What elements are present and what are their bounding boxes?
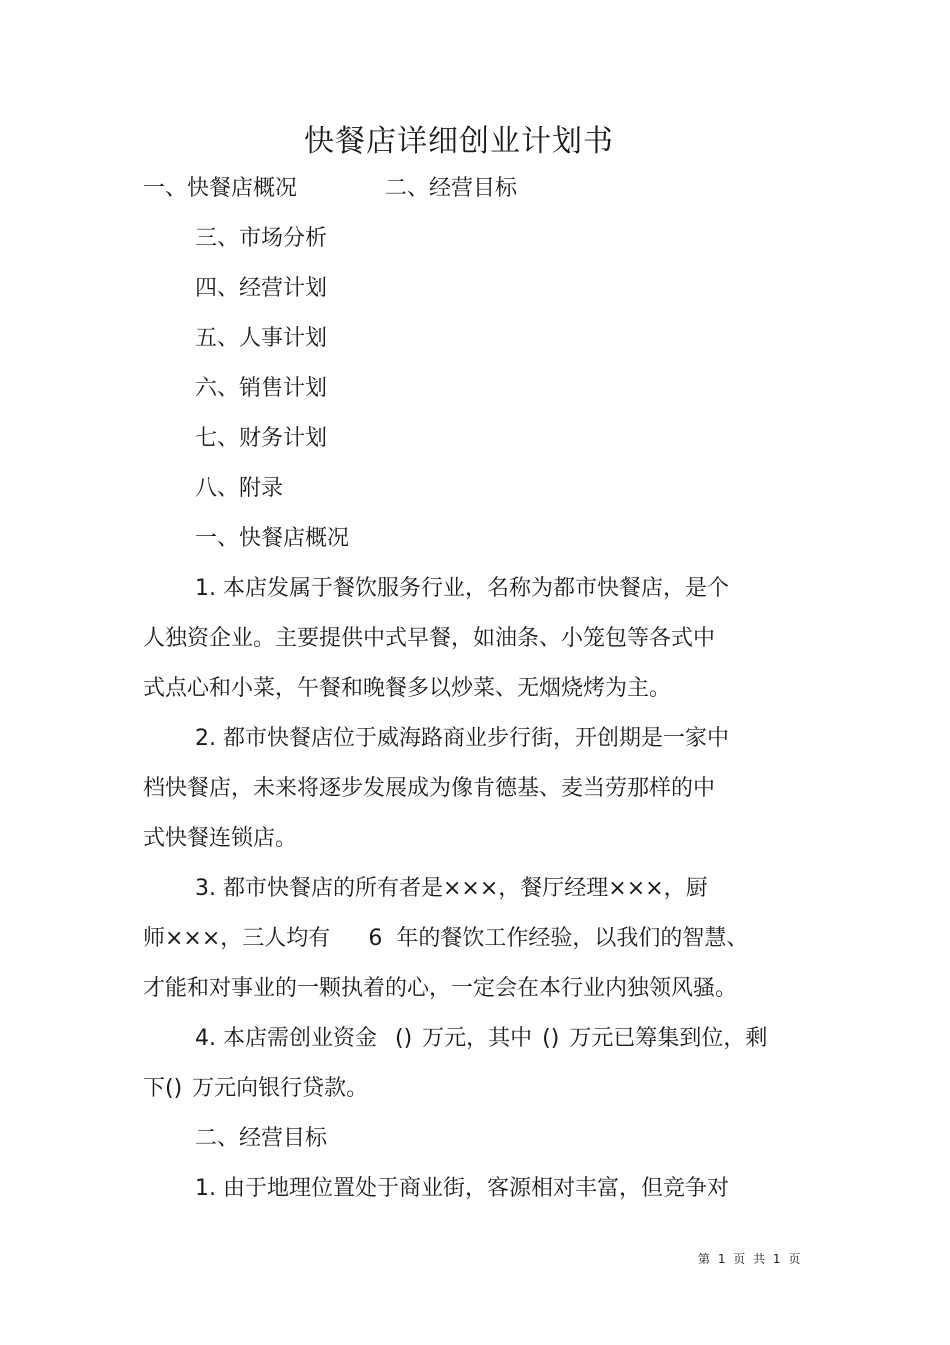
- paragraph-line: [143, 1074, 368, 1104]
- text-run: 6: [368, 926, 383, 951]
- paragraph-line: 档快餐店，未来将逐步发展成为像肯德基、麦当劳那样的中: [143, 776, 716, 801]
- toc-item-5: 五、人事计划: [195, 326, 328, 351]
- toc-item-7: 七、财务计划: [195, 426, 328, 451]
- page-footer: 第 1 页 共 1 页: [698, 1252, 801, 1266]
- text-run: 下(): [143, 1076, 183, 1101]
- paragraph-line: [195, 1024, 767, 1054]
- text-run: 万元向银行贷款。: [192, 1076, 369, 1101]
- toc-item-2: 二、经营目标: [385, 176, 518, 201]
- section-heading-goals: 二、经营目标: [195, 1126, 328, 1151]
- text-run: 师×××，三人均有: [143, 926, 331, 951]
- toc-item-8: 八、附录: [195, 476, 284, 501]
- text-run: (): [394, 1026, 413, 1051]
- paragraph-line: 3. 都市快餐店的所有者是×××，餐厅经理×××，厨: [195, 876, 708, 901]
- paragraph-line: 才能和对事业的一颗执着的心，一定会在本行业内独领风骚。: [143, 976, 738, 1001]
- text-run: 年的餐饮工作经验，以我们的智慧、: [396, 926, 749, 951]
- paragraph-line: 人独资企业。主要提供中式早餐，如油条、小笼包等各式中: [143, 626, 716, 651]
- page-title: 快餐店详细创业计划书: [304, 124, 614, 159]
- paragraph-line: 式快餐连锁店。: [143, 826, 298, 851]
- toc-item-6: 六、销售计划: [195, 376, 328, 401]
- text-run: (): [542, 1026, 560, 1051]
- toc-item-3: 三、市场分析: [195, 226, 328, 251]
- text-run: 万元已筹集到位，剩: [569, 1026, 768, 1051]
- paragraph-line: 1. 由于地理位置处于商业街，客源相对丰富，但竞争对: [195, 1176, 729, 1201]
- toc-item-1: 一、快餐店概况: [143, 176, 298, 201]
- paragraph-line: 式点心和小菜，午餐和晚餐多以炒菜、无烟烧烤为主。: [143, 676, 672, 701]
- paragraph-line: 1. 本店发属于餐饮服务行业，名称为都市快餐店，是个: [195, 576, 729, 601]
- paragraph-line: [143, 924, 748, 954]
- section-heading-overview: 一、快餐店概况: [195, 526, 350, 551]
- paragraph-line: 2. 都市快餐店位于威海路商业步行街，开创期是一家中: [195, 726, 729, 751]
- text-run: 4. 本店需创业资金: [195, 1026, 377, 1051]
- toc-item-4: 四、经营计划: [195, 276, 328, 301]
- text-run: 万元，其中: [422, 1026, 533, 1051]
